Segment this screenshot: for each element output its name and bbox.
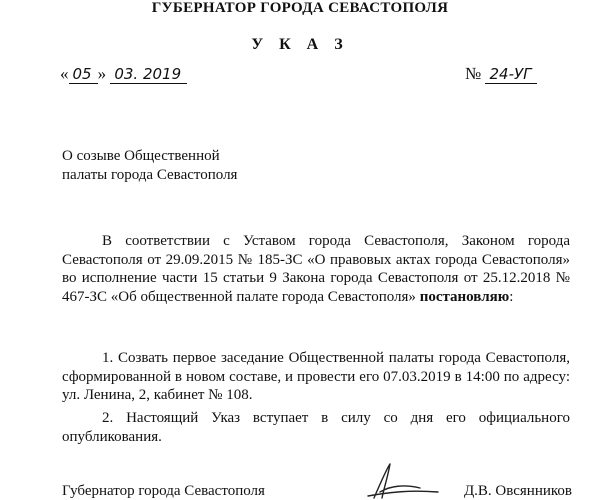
date-close-quote: » [97,64,107,83]
document-subject [62,147,237,184]
date-day: 05 [69,65,98,84]
preamble-paragraph [62,232,570,306]
subject-line-1: О созыве Общественной [62,148,220,164]
date-month-year: 03. 2019 [110,65,187,84]
signatory-title: Губернатор города Севастополя [62,483,265,499]
handwritten-signature-mark [360,462,440,500]
decree-word: постановляю [419,288,510,305]
document-number [465,64,537,84]
document-type: У К А З [251,36,349,53]
number-sign: № [465,64,482,83]
preamble-text: В соответствии с Уставом города Севастополя, Законом города Севастополя от 29.09.2015 № 185-ЗС «О правовых актах города Севастополя» во исполнение части 15 статьи 9 Закона города Севастополя от 25.12.2018 № 467-ЗС «Об общественной палате города Севастополя» [62,233,570,305]
signatory-name: Д.В. Овсянников [463,483,572,499]
date-open-quote: « [60,64,69,83]
issuer-title: ГУБЕРНАТОР ГОРОДА СЕВАСТОПОЛЯ [151,0,449,16]
decree-colon: : [509,288,514,305]
document-date [60,64,187,84]
decree-item-1: 1. Созвать первое заседание Общественной палаты города Севастополя, сформированной в новом составе, и провести его 07.03.2019 в 14:00 по адресу: ул. Ленина, 2, кабинет № 108. [62,350,570,403]
subject-line-2: палаты города Севастополя [62,166,238,183]
decree-item-2: 2. Настоящий Указ вступает в силу со дня его официального опубликования. [62,410,570,445]
number-value: 24-УГ [485,65,537,84]
